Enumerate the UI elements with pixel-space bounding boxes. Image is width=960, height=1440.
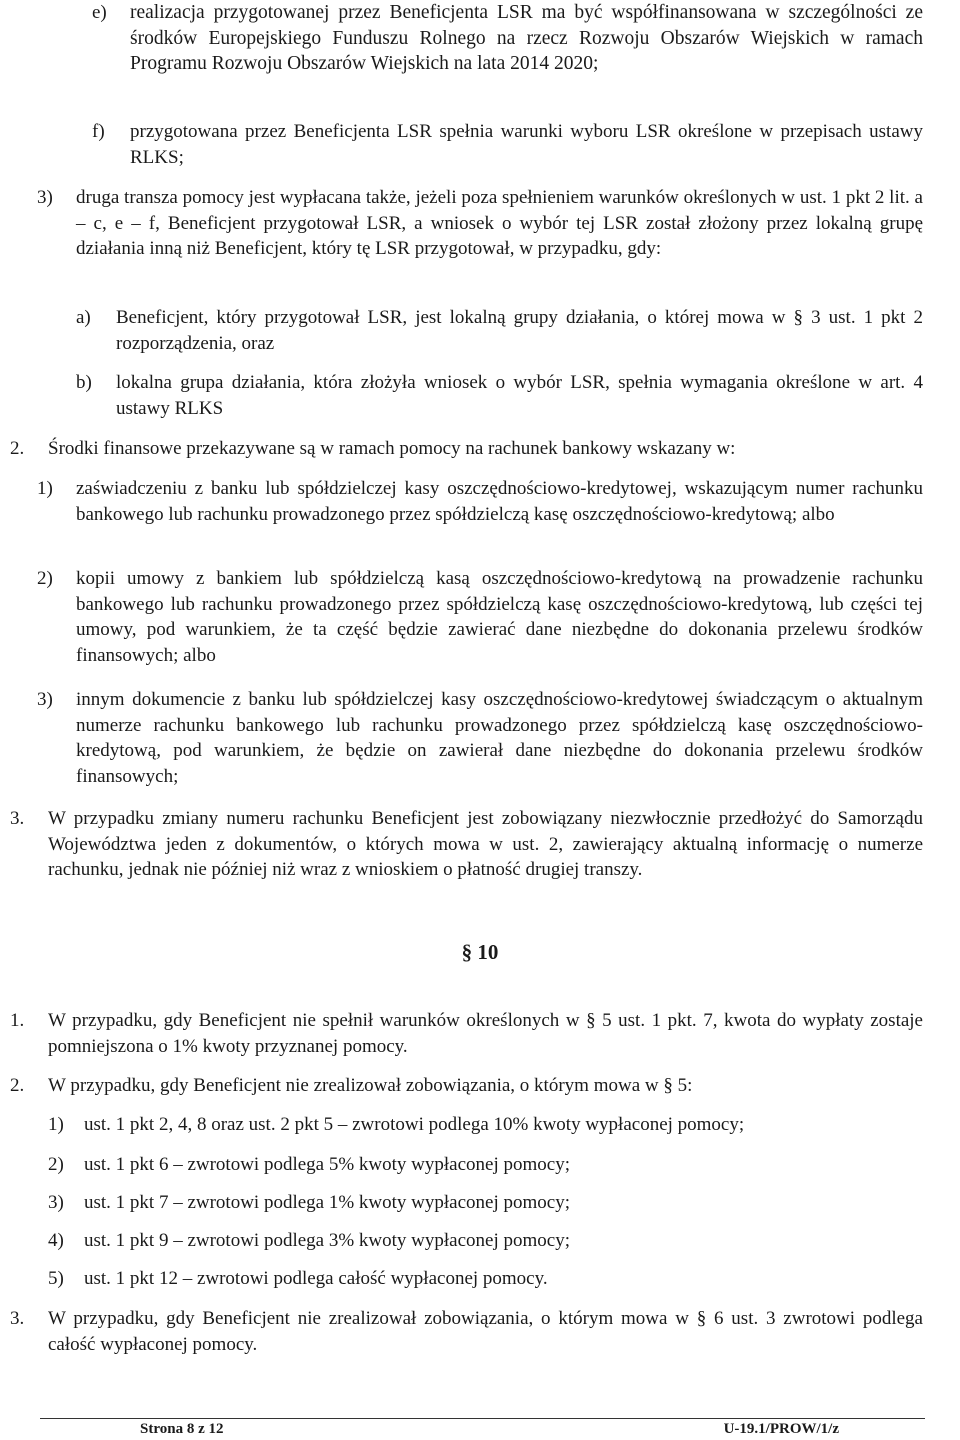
p10-label-3: 3.	[10, 1308, 25, 1329]
section-2: Środki finansowe przekazywane są w ramach pomocy na rachunek bankowy wskazany w:	[48, 438, 736, 459]
p10-sub-label-4: 4)	[48, 1230, 64, 1251]
p10-label-2: 2.	[10, 1075, 25, 1096]
item-f: przygotowana przez Beneficjenta LSR spełnia warunki wyboru LSR określone w przepisach ustawy RLKS;	[130, 121, 923, 168]
p10-sub-4: ust. 1 pkt 9 – zwrotowi podlega 3% kwoty wypłaconej pomocy;	[84, 1230, 571, 1251]
sub-label-2-1: 1)	[37, 478, 53, 499]
item-a: Beneficjent, który przygotował LSR, jest lokalną grupy działania, o której mowa w § 3 ust. 1 pkt 2 rozporządzenia, oraz	[116, 307, 923, 354]
item-label-a: a)	[76, 307, 91, 328]
footer-rule	[40, 1418, 925, 1419]
item-label-f: f)	[92, 121, 105, 142]
item-3: druga transza pomocy jest wypłacana także, jeżeli poza spełnieniem warunków określonych w ust. 1 pkt 2 lit. a – c, e – f, Beneficjent przygotował LSR, a wniosek o wybór tej LSR został złożony przez lokalną grupę działania inną niż Beneficjent, który tę LSR przygotował, w przypadku, gdy:	[76, 187, 923, 259]
p10-sub-1: ust. 1 pkt 2, 4, 8 oraz ust. 2 pkt 5 – zwrotowi podlega 10% kwoty wypłaconej pomocy;	[84, 1114, 745, 1135]
sub-2-2: kopii umowy z bankiem lub spółdzielczą kasą oszczędnościowo-kredytową na prowadzenie rachunku bankowego lub rachunku prowadzonego przez spółdzielczą kasę oszczędnościowo-kredytową, lub części tej umowy, pod warunkiem, że ta część będzie zawierać dane niezbędne do dokonania przelewu środków finansowych; albo	[76, 568, 923, 666]
sub-label-2-3: 3)	[37, 689, 53, 710]
sub-2-3: innym dokumencie z banku lub spółdzielczej kasy oszczędnościowo-kredytowej świadczącym o aktualnym numerze rachunku bankowego lub rachunku prowadzonego przez spółdzielczą kasę oszczędnościowo-kredytową, pod warunkiem, że będzie on zawierał dane niezbędne do dokonania przelewu środków finansowych;	[76, 689, 923, 787]
section-label-3: 3.	[10, 808, 25, 829]
p10-sub-label-1: 1)	[48, 1114, 64, 1135]
section-heading: § 10	[461, 940, 499, 964]
p10-sub-5: ust. 1 pkt 12 – zwrotowi podlega całość wypłaconej pomocy.	[84, 1268, 548, 1289]
item-label-e: e)	[92, 2, 107, 23]
sub-2-1: zaświadczeniu z banku lub spółdzielczej kasy oszczędnościowo-kredytowej, wskazującym numer rachunku bankowego lub rachunku prowadzonego przez spółdzielczą kasę oszczędnościowo-kredytową; albo	[76, 478, 923, 525]
document-code: U-19.1/PROW/1/z	[723, 1421, 839, 1437]
p10-item-1: W przypadku, gdy Beneficjent nie spełnił warunków określonych w § 5 ust. 1 pkt. 7, kwota do wypłaty zostaje pomniejszona o 1% kwoty przyznanej pomocy.	[48, 1010, 923, 1057]
p10-sub-label-5: 5)	[48, 1268, 64, 1289]
p10-item-2: W przypadku, gdy Beneficjent nie zrealizował zobowiązania, o którym mowa w § 5:	[48, 1075, 693, 1096]
item-e: realizacja przygotowanej przez Beneficjenta LSR ma być współfinansowana w szczególności ze środków Europejskiego Funduszu Rolnego na rzecz Rozwoju Obszarów Wiejskich w ramach Programu Rozwoju Obszarów Wiejskich na lata 2014 2020;	[130, 2, 923, 74]
item-label-b: b)	[76, 372, 92, 393]
p10-item-3: W przypadku, gdy Beneficjent nie zrealizował zobowiązania, o którym mowa w § 6 ust. 3 zwrotowi podlega całość wypłaconej pomocy.	[48, 1308, 923, 1355]
page-number: Strona 8 z 12	[140, 1421, 224, 1437]
sub-label-2-2: 2)	[37, 568, 53, 589]
section-label-2: 2.	[10, 438, 25, 459]
section-3: W przypadku zmiany numeru rachunku Beneficjent jest zobowiązany niezwłocznie przedłożyć do Samorządu Województwa jeden z dokumentów, o których mowa w ust. 2, zawierający aktualną informację o numerze rachunku, jednak nie później niż wraz z wnioskiem o płatność drugiej transzy.	[48, 808, 923, 880]
p10-sub-label-3: 3)	[48, 1192, 64, 1213]
item-label-3: 3)	[37, 187, 53, 208]
item-b: lokalna grupa działania, która złożyła wniosek o wybór LSR, spełnia wymagania określone w art. 4 ustawy RLKS	[116, 372, 923, 419]
p10-sub-3: ust. 1 pkt 7 – zwrotowi podlega 1% kwoty wypłaconej pomocy;	[84, 1192, 571, 1213]
p10-label-1: 1.	[10, 1010, 25, 1031]
p10-sub-label-2: 2)	[48, 1154, 64, 1175]
p10-sub-2: ust. 1 pkt 6 – zwrotowi podlega 5% kwoty wypłaconej pomocy;	[84, 1154, 571, 1175]
